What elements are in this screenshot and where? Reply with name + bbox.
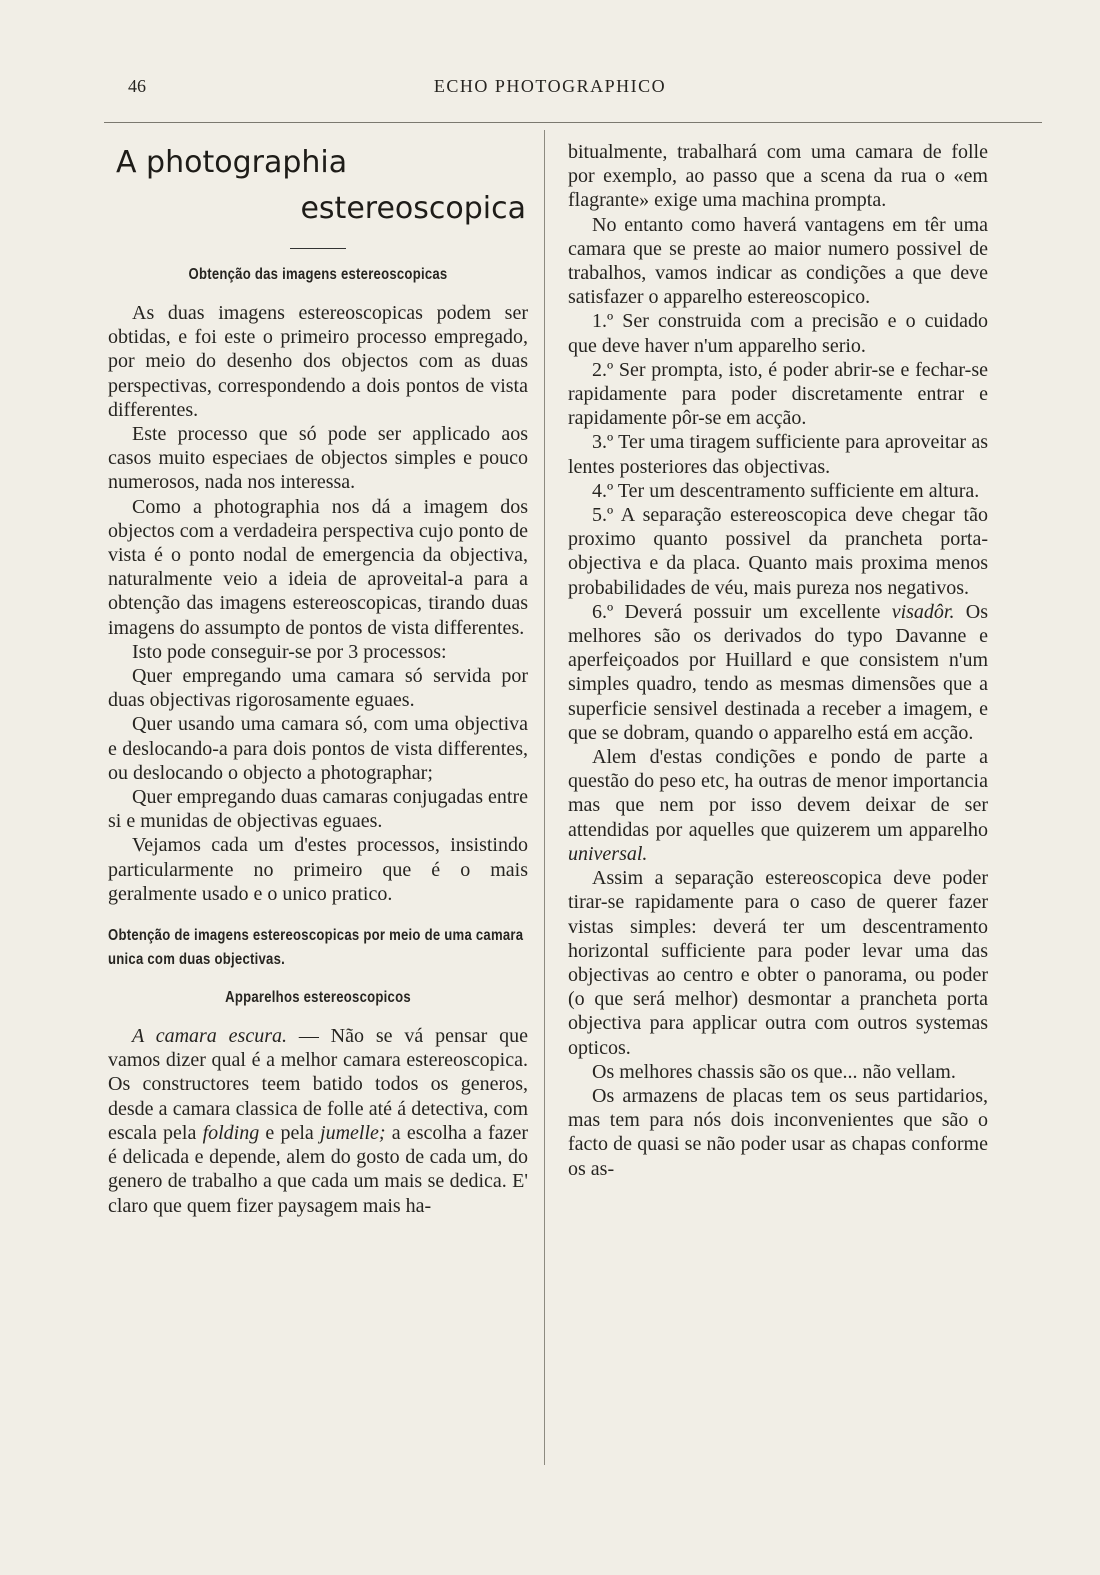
title-line-2: estereoscopica [300,191,526,226]
subheading-obtencao: Obtenção das imagens estereoscopicas [188,266,448,283]
paragraph-camara-escura: A camara escura. — Não se vá pensar que vamos dizer qual é a melhor camara estereoscopica. Os constructores teem batido todos os generos, desde a camara classica de folle até á detectiva, com escala pela folding e pela jumelle; a escolha a fazer é delicada e depende, alem do gosto de cada um, do genero de trabalho a que cada um mais se dedica. E' claro que quem fizer paysagem mais ha- [108,1025,529,1217]
title-line-1: A photographia [116,145,348,180]
right-column [568,140,988,1181]
condition-item: 3.º Ter uma tiragem sufficiente para aproveitar as lentes posteriores das objectivas. [568,431,988,478]
paragraph: bitualmente, trabalhará com uma camara de folle por exemplo, ao passo que a scena da rua o «em flagrante» exige uma machina prompta. [568,141,988,212]
title-rule [290,248,346,249]
lead-camara-escura: A camara escura. [132,1025,287,1048]
paragraph: Quer usando uma camara só, com uma objectiva e deslocando-a para dois pontos de vista differentes, ou deslocando o objecto a photographar; [108,713,528,784]
condition-item: 5.º A separação estereoscopica deve chegar tão proximo quanto possivel da prancheta porta-objectiva e da placa. Quanto mais proxima menos probabilidades de véu, mais pureza nos negativos. [568,504,988,599]
page-header [0,76,1100,102]
paragraph: Alem d'estas condições e pondo de parte a questão do peso etc, ha outras de menor importancia mas que nem por isso devem deixar de ser attendidas por aquelles que quizerem um apparelho universal. [568,746,988,865]
page-number: 46 [128,76,146,96]
running-head: ECHO PHOTOGRAPHICO [433,76,667,96]
paragraph: Os melhores chassis são os que... não vellam. [592,1060,956,1083]
condition-item: 4.º Ter um descentramento sufficiente em altura. [592,479,980,502]
paragraph: No entanto como haverá vantagens em têr uma camara que se preste ao maior numero possivel de trabalhos, vamos indicar as condições a que deve satisfazer o apparelho estereoscopico. [568,213,988,309]
article-title [108,140,528,232]
paragraph: As duas imagens estereoscopicas podem ser obtidas, e foi este o primeiro processo empregado, por meio do desenho dos objectos com as duas perspectivas, correspondendo a dois pontos de vista differentes. [108,302,528,421]
paragraph: Como a photographia nos dá a imagem dos objectos com a verdadeira perspectiva cujo ponto de vista é o ponto nodal de emergencia da objectiva, naturalmente veio a ideia de aproveital-a para a obtenção das imagens estereoscopicas, tirando duas imagens do assumpto de pontos de vista differentes. [108,495,528,639]
paragraph: Quer empregando duas camaras conjugadas entre si e munidas de objectivas eguaes. [108,786,528,833]
condition-item: 1.º Ser construida com a precisão e o cuidado que deve haver n'um apparelho serio. [568,310,988,357]
condition-item: 2.º Ser prompta, isto, é poder abrir-se e fechar-se rapidamente para poder discretamente entrar e rapidamente pôr-se em acção. [568,358,988,430]
condition-item-visador: 6.º Deverá possuir um excellente visadôr. Os melhores são os derivados do typo Davanne e aperfeiçoados por Huillard e que consistem n'um simples quadro, tendo as mesmas dimensões que a superficie sensivel destinada a receber a imagem, e que se dobram, quando o apparelho está em acção. [568,600,988,744]
subheading-camara-unica: Obtenção de imagens estereoscopicas por meio de uma camara unica com duas objectivas. [108,927,524,969]
column-divider [544,130,545,1465]
paragraph: Este processo que só pode ser applicado aos casos muito especiaes de objectos simples e pouco numerosos, nada nos interessa. [108,423,528,494]
paragraph: Vejamos cada um d'estes processos, insistindo particularmente no primeiro que é o mais geralmente usado e o unico pratico. [108,834,528,905]
subheading-apparelhos: Apparelhos estereoscopicos [225,989,411,1007]
header-rule [104,122,1042,123]
paragraph: Os armazens de placas tem os seus partidarios, mas tem para nós dois inconvenientes que são o facto de quasi se não poder usar as chapas conforme os as- [568,1084,988,1180]
left-column [108,140,528,1218]
paragraph: Quer empregando uma camara só servida por duas objectivas rigorosamente eguaes. [108,665,528,712]
paragraph: Assim a separação estereoscopica deve poder tirar-se rapidamente para o caso de querer fazer vistas simples: deverá ter um descentramento horizontal sufficiente para poder levar uma das objectivas ao centro e obter o panorama, ou poder (o que será melhor) desmontar a prancheta porta objectiva para applicar outra com outros systemas opticos. [568,867,988,1059]
paragraph: Isto pode conseguir-se por 3 processos: [132,640,447,663]
